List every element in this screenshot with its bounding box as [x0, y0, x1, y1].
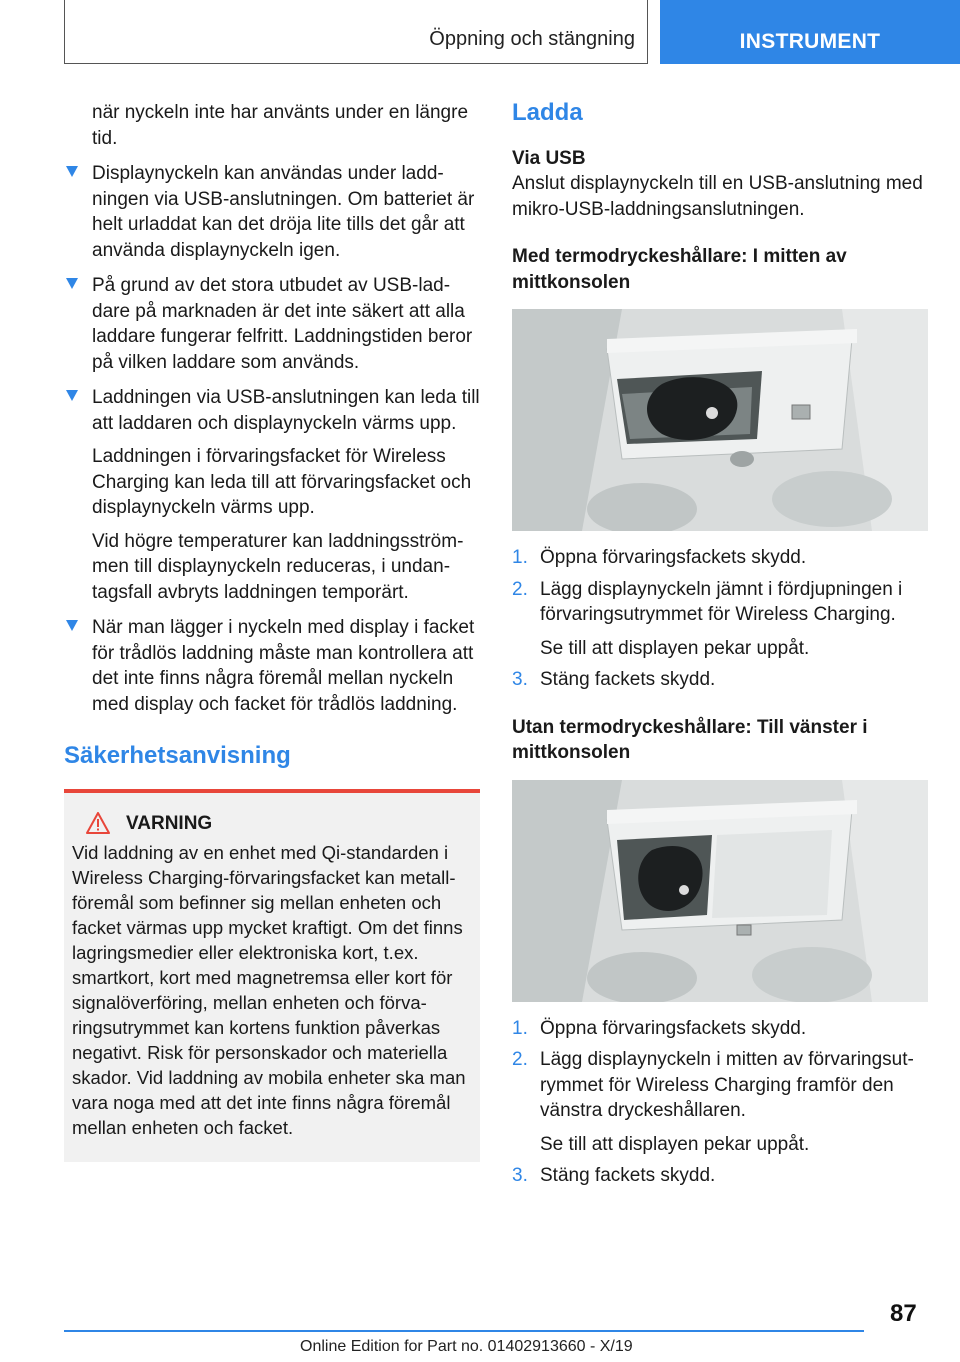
sub-paragraph: Laddningen i förvaringsfacket för Wireless Charging kan leda till att förvaringsfacket och displaynyckeln värms upp.: [92, 446, 472, 518]
warning-text: Vid laddning av en enhet med Qi-standarden i Wireless Charging-förvaringsfacket kan metallföremål som befinner sig mellan enheten och facket värmas upp mycket kraftigt. Om det finns lagringsmedier eller elektroniska kort, t.ex. smartkort, kort med magnetremsa eller kort för signalöverföring, mellan enheten och förvaringsutrymmet kan kortens funktion påverkas negativt. Risk för personskador och materiella skador. Vid laddning av mobila enheter ska man vara noga med att det inte finns några föremål mellan enheten och facket.: [72, 841, 466, 1138]
step-number: 3.: [512, 1165, 528, 1186]
step-number: 1.: [512, 1017, 528, 1039]
left-column: [64, 100, 480, 1162]
step-note: Se till att displayen pekar uppåt.: [540, 1133, 810, 1155]
page-number: 87: [890, 1300, 917, 1327]
step-item: [512, 545, 928, 571]
triangle-bullet-icon: [66, 166, 78, 177]
footer-edition: Online Edition for Part no. 01402913660 - X/19: [300, 1338, 633, 1355]
case1-heading: Med termodryckeshållare: I mitten av mittkonsolen: [512, 246, 847, 293]
step-item: [512, 577, 928, 628]
charging-section-title: Ladda: [512, 99, 583, 126]
triangle-bullet-icon: [66, 620, 78, 631]
warning-box: [64, 789, 480, 1162]
step-text: Lägg displaynyckeln i mitten av förvaringsutrymmet för Wireless Charging framför den vänstra dryckeshållaren.: [540, 1049, 914, 1121]
header-chapter-tab[interactable]: [660, 0, 960, 64]
warning-label: VARNING: [126, 812, 213, 834]
header-section-title: Öppning och stängning: [429, 28, 635, 50]
via-usb-heading: Via USB: [512, 147, 586, 169]
step-text: Öppna förvaringsfackets skydd.: [540, 1017, 807, 1039]
header-section-box: [64, 0, 648, 64]
step-text: Stäng fackets skydd.: [540, 669, 716, 690]
step-item: [512, 1016, 928, 1042]
list-item-text: Displaynyckeln kan användas under laddningen via USB-anslutningen. Om batteriet är helt urladdat kan det dröja lite tills det går att använda displaynyckeln igen.: [92, 163, 475, 261]
step-item: [512, 1047, 928, 1124]
sub-paragraph: Vid högre temperaturer kan laddningsströmmen till displaynyckeln reduceras, i undantagsfall avbryts laddningen temporärt.: [92, 530, 464, 603]
list-item-text: Laddningen via USB-anslutningen kan leda till att laddaren och displaynyckeln värms upp.: [92, 387, 480, 434]
step-number: 3.: [512, 669, 528, 690]
step-item: [512, 1163, 928, 1189]
footer-divider: [64, 1330, 864, 1332]
step-number: 2.: [512, 578, 528, 600]
console-photo-no-thermo: [512, 780, 928, 1002]
list-item: [64, 385, 480, 436]
header-chapter-label: INSTRUMENT: [739, 30, 881, 53]
triangle-bullet-icon: [66, 278, 78, 289]
triangle-bullet-icon: [66, 390, 78, 401]
usb-intro-paragraph: Anslut displaynyckeln till en USB-anslutning med mikro-USB-laddningsanslutningen.: [512, 173, 923, 220]
step-text: Öppna förvaringsfackets skydd.: [540, 547, 807, 568]
step-note: Se till att displayen pekar uppåt.: [540, 637, 810, 659]
list-item-text: På grund av det stora utbudet av USB-laddare på marknaden är det inte säkert att alla laddare fungerar felfritt. Laddningstiden beror på vilken laddare som används.: [92, 275, 473, 373]
list-item: [64, 273, 480, 375]
continued-paragraph: när nyckeln inte har använts under en längre tid.: [92, 102, 469, 149]
step-text: Stäng fackets skydd.: [540, 1165, 716, 1186]
list-item-text: När man lägger i nyckeln med display i facket för trådlös laddning måste man kontrollera att det inte finns några föremål mellan nyckeln med display och facket för trådlös laddning.: [92, 617, 475, 715]
step-text: Lägg displaynyckeln jämnt i fördjupningen i förvaringsutrymmet för Wireless Charging.: [540, 578, 903, 625]
list-item: [64, 615, 480, 717]
warning-header: [72, 811, 470, 836]
step-number: 2.: [512, 1049, 528, 1070]
warning-triangle-icon: [86, 812, 110, 834]
right-column: [512, 100, 928, 1189]
step-number: 1.: [512, 547, 528, 568]
case2-heading: Utan termodryckeshållare: Till vänster i mittkonsolen: [512, 716, 868, 763]
list-item: [64, 161, 480, 263]
safety-section-title: Säkerhetsanvisning: [64, 742, 291, 769]
step-item: [512, 667, 928, 693]
console-photo-thermo: [512, 309, 928, 531]
